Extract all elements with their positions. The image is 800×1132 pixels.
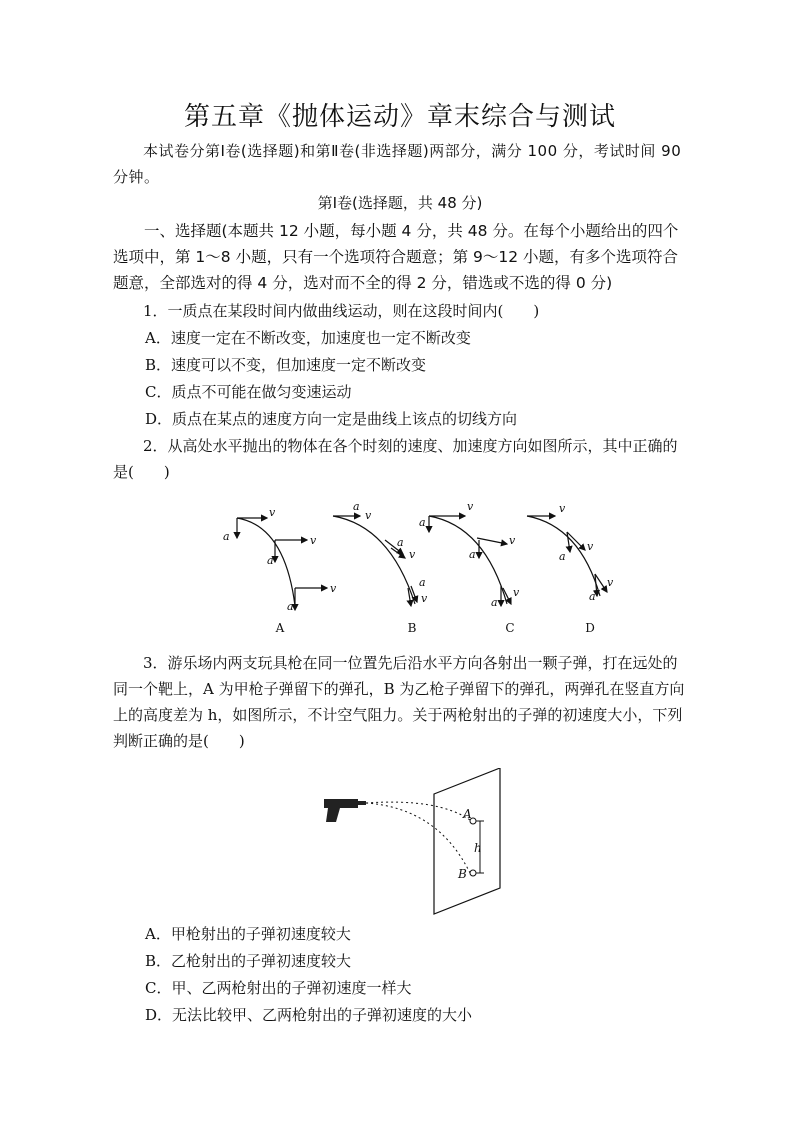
q2-figure (215, 496, 615, 642)
q2-d-label-a2: a (559, 550, 566, 563)
q2-c-label-a3: a (491, 596, 498, 609)
q2-a-label-a3: a (287, 600, 294, 613)
section-title: 第Ⅰ卷(选择题，共 48 分) (317, 194, 483, 212)
target-board (434, 768, 500, 914)
section-instructions: 一、选择题(本题共 12 小题，每小题 4 分，共 48 分。在每个小题给出的四个选项中，第 1～8 小题，只有一个选项符合题意；第 9～12 小题，有多个选项符合题意，全部选对的得 4 分，选对而不全的得 2 分，错选或不选的得 0 分) (113, 222, 679, 292)
q2-panel-label-b: B (407, 621, 417, 635)
q2-a-label-v1: v (269, 506, 276, 519)
label-hole-b: B (458, 867, 467, 881)
q2-a-label-v2: v (310, 534, 317, 547)
q1-option-a: A．速度一定在不断改变，加速度也一定不断改变 (145, 329, 471, 347)
q2-c-label-v1: v (467, 500, 474, 513)
q1-option-d: D．质点在某点的速度方向一定是曲线上该点的切线方向 (145, 410, 518, 428)
q3-option-d: D．无法比较甲、乙两枪射出的子弹初速度的大小 (145, 1006, 473, 1024)
q2-panel-b-diagram (333, 516, 417, 606)
q2-b-label-v3: v (421, 592, 428, 605)
q2-figure-svg (215, 496, 615, 638)
q2-d-label-v2: v (587, 540, 594, 553)
q2-panel-a-diagram (237, 518, 327, 610)
q2-panel-label-d: D (585, 621, 595, 635)
q3-figure-svg (318, 768, 518, 918)
q2-d-label-a3: a (589, 590, 596, 603)
q2-panel-d-diagram (527, 516, 607, 596)
question-2-stem: 2．从高处水平抛出的物体在各个时刻的速度、加速度方向如图所示，其中正确的是( ) (113, 437, 678, 481)
q3-option-b: B．乙枪射出的子弹初速度较大 (145, 952, 352, 970)
q2-c-label-a1: a (419, 516, 426, 529)
exam-intro: 本试卷分第Ⅰ卷(选择题)和第Ⅱ卷(非选择题)两部分，满分 100 分，考试时间 90 分钟。 (113, 142, 682, 186)
q1-option-b: B．速度可以不变，但加速度一定不断改变 (145, 356, 427, 374)
q1-option-c: C．质点不可能在做匀变速运动 (145, 383, 352, 401)
question-1-stem: 1．一质点在某段时间内做曲线运动，则在这段时间内( ) (143, 302, 540, 320)
q2-b-label-v2: v (409, 548, 416, 561)
toy-gun-icon (324, 799, 366, 822)
q3-figure (318, 768, 518, 922)
q2-b-label-a3: a (419, 576, 426, 589)
q2-d-label-v3: v (607, 576, 614, 589)
q2-panel-label-a: A (275, 621, 285, 635)
q2-panel-c-diagram (429, 516, 511, 606)
label-height: h (474, 841, 482, 855)
label-hole-a: A (463, 807, 472, 821)
q2-a-label-a1: a (223, 530, 230, 543)
q3-option-a: A．甲枪射出的子弹初速度较大 (145, 925, 351, 943)
question-3-stem: 3．游乐场内两支玩具枪在同一位置先后沿水平方向各射出一颗子弹，打在远处的同一个靶上，A 为甲枪子弹留下的弹孔，B 为乙枪子弹留下的弹孔，两弹孔在竖直方向上的高度差为 h，如图所示，不计空气阻力。关于两枪射出的子弹的初速度大小，下列判断正确的是( ) (113, 654, 685, 750)
q2-d-label-v1: v (559, 502, 566, 515)
page-title: 第五章《抛体运动》章末综合与测试 (183, 102, 616, 132)
q2-b-label-v1: v (365, 509, 372, 522)
q2-b-label-a1: a (353, 500, 360, 513)
q2-a-label-a2: a (267, 554, 274, 567)
trajectory-b (366, 803, 470, 873)
q3-option-c: C．甲、乙两枪射出的子弹初速度一样大 (145, 979, 412, 997)
q2-a-label-v3: v (330, 582, 337, 595)
q2-b-label-a2: a (397, 536, 404, 549)
q2-c-label-v2: v (509, 534, 516, 547)
q2-panel-label-c: C (505, 621, 515, 635)
q2-c-label-v3: v (513, 586, 520, 599)
q2-c-label-a2: a (469, 548, 476, 561)
bullet-hole-b (470, 870, 476, 876)
